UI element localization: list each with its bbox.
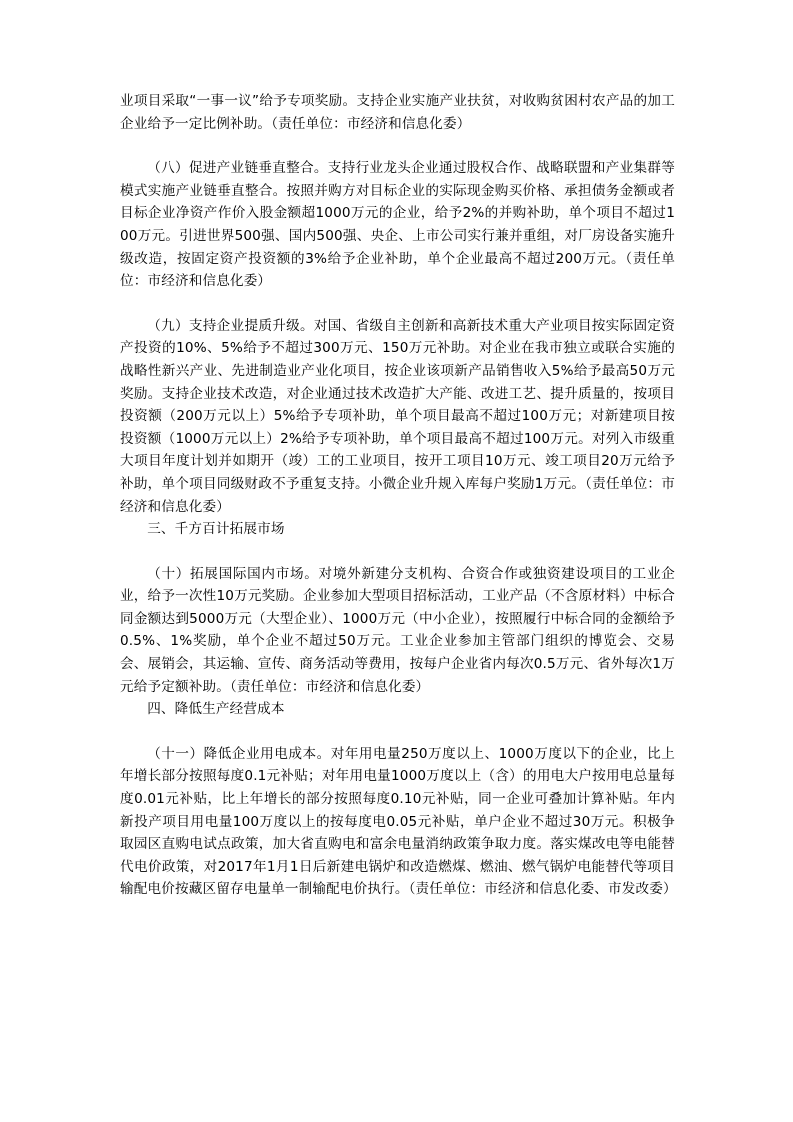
section-heading-3: 三、千方百计拓展市场 xyxy=(147,521,285,538)
paragraph-item-9: （九）支持企业提质升级。对国、省级自主创新和高新技术重大产业项目按实际固定资产投资的10%、5%给予不超过300万元、150万元补助。对企业在我市独立或联合实施的战略性新兴产业、先进制造业产业化项目，按企业该项新产品销售收入5%给予最高50万元奖励。支持企业技术改造，对企业通过技术改造扩大产能、改进工艺、提升质量的，按项目投资额（200万元以上）5%给予专项补助，单个项目最高不超过100万元；对新建项目按投资额（1000万元以上）2%给予专项补助，单个项目最高不超过100万元。对列入市级重大项目年度计划并如期开（竣）工的工业项目，按开工项目10万元、竣工项目20万元给予补助，单个项目同级财政不予重复支持。小微企业升规入库每户奖励1万元。（责任单位：市经济和信息化委） xyxy=(120,317,675,515)
paragraph-item-8: （八）促进产业链垂直整合。支持行业龙头企业通过股权合作、战略联盟和产业集群等模式实施产业链垂直整合。按照并购方对目标企业的实际现金购买价格、承担债务金额或者目标企业净资产作价入股金额超1000万元的企业，给予2%的并购补助，单个项目不超过100万元。引进世界500强、国内500强、央企、上市公司实行兼并重组，对厂房设备实施升级改造，按固定资产投资额的3%给予企业补助，单个企业最高不超过200万元。（责任单位：市经济和信息化委） xyxy=(120,160,675,290)
paragraph-continued: 业项目采取“一事一议”给予专项奖励。支持企业实施产业扶贫，对收购贫困村农产品的加工企业给予一定比例补助。（责任单位：市经济和信息化委） xyxy=(120,93,675,132)
paragraph-item-10: （十）拓展国际国内市场。对境外新建分支机构、合资合作或独资建设项目的工业企业，给予一次性10万元奖励。企业参加大型项目招标活动，工业产品（不含原材料）中标合同金额达到5000万元（大型企业）、1000万元（中小企业），按照履行中标合同的金额给予0.5%、1%奖励，单个企业不超过50万元。工业企业参加主管部门组织的博览会、交易会、展销会，其运输、宣传、商务活动等费用，按每户企业省内每次0.5万元、省外每次1万元给予定额补助。（责任单位：市经济和信息化委） xyxy=(120,565,675,695)
paragraph-item-11: （十一）降低企业用电成本。对年用电量250万度以上、1000万度以下的企业，比上年增长部分按照每度0.1元补贴；对年用电量1000万度以上（含）的用电大户按用电总量每度0.01元补贴，比上年增长的部分按照每度0.10元补贴，同一企业可叠加计算补贴。年内新投产项目用电量100万度以上的按每度电0.05元补贴，单户企业不超过30万元。积极争取园区直购电试点政策，加大省直购电和富余电量消纳政策争取力度。落实煤改电等电能替代电价政策，对2017年1月1日后新建电锅炉和改造燃煤、燃油、燃气锅炉电能替代等项目输配电价按藏区留存电量单一制输配电价执行。（责任单位：市经济和信息化委、市发改委） xyxy=(120,745,677,898)
section-heading-4: 四、降低生产经营成本 xyxy=(147,701,285,718)
document-page xyxy=(120,90,675,901)
